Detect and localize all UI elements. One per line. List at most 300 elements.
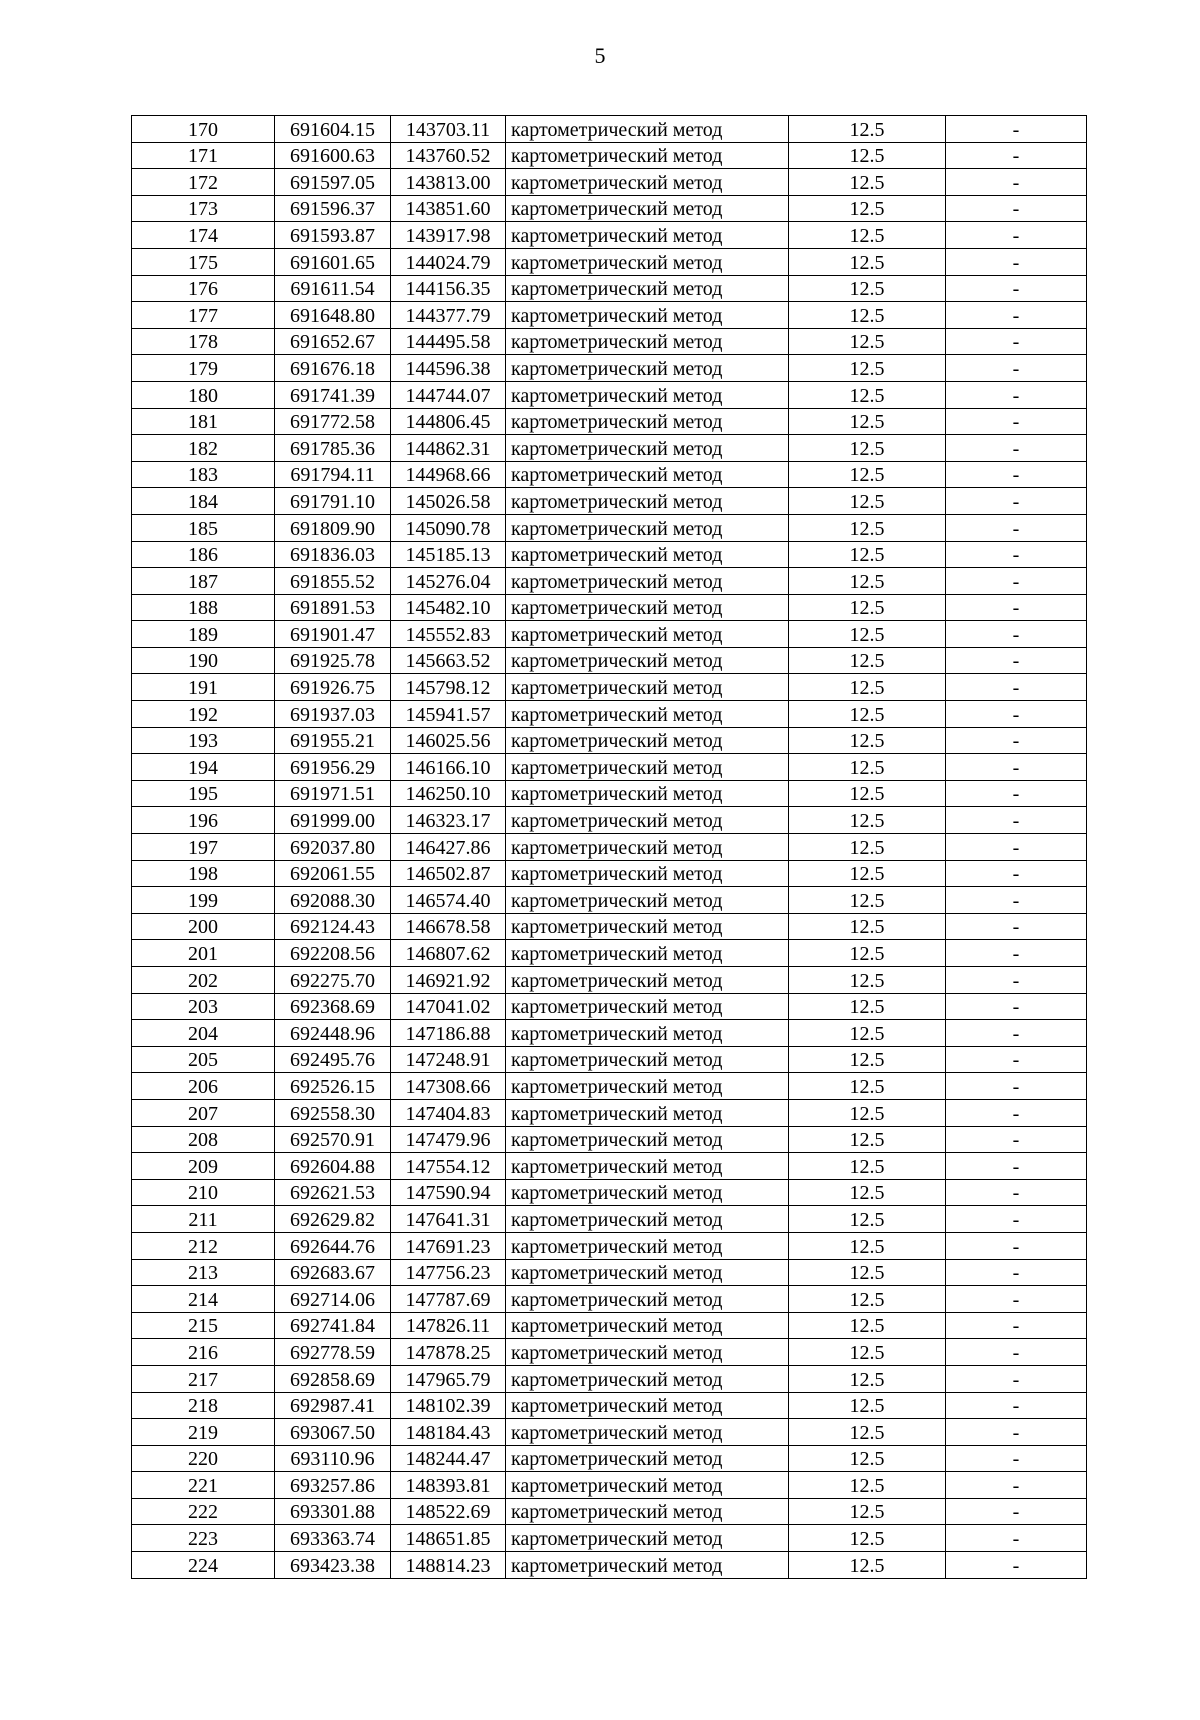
cell-coordinate-y: 145482.10 xyxy=(391,594,506,621)
cell-coordinate-x: 691772.58 xyxy=(275,408,391,435)
cell-point-number: 222 xyxy=(132,1498,275,1525)
cell-point-number: 176 xyxy=(132,275,275,302)
cell-dash: - xyxy=(946,1419,1087,1446)
cell-dash: - xyxy=(946,355,1087,382)
cell-method: картометрический метод xyxy=(506,1419,789,1446)
cell-coordinate-x: 691925.78 xyxy=(275,647,391,674)
cell-point-number: 172 xyxy=(132,169,275,196)
cell-point-number: 217 xyxy=(132,1365,275,1392)
cell-coordinate-x: 691901.47 xyxy=(275,621,391,648)
table-row xyxy=(132,541,1087,568)
cell-dash: - xyxy=(946,1206,1087,1233)
cell-coordinate-y: 148814.23 xyxy=(391,1552,506,1579)
cell-coordinate-x: 691611.54 xyxy=(275,275,391,302)
cell-precision: 12.5 xyxy=(789,1126,946,1153)
cell-precision: 12.5 xyxy=(789,701,946,728)
table-row xyxy=(132,1392,1087,1419)
cell-dash: - xyxy=(946,621,1087,648)
cell-dash: - xyxy=(946,860,1087,887)
cell-dash: - xyxy=(946,1339,1087,1366)
cell-method: картометрический метод xyxy=(506,887,789,914)
cell-point-number: 196 xyxy=(132,807,275,834)
cell-precision: 12.5 xyxy=(789,1286,946,1313)
cell-method: картометрический метод xyxy=(506,568,789,595)
cell-point-number: 177 xyxy=(132,302,275,329)
cell-method: картометрический метод xyxy=(506,1286,789,1313)
table-row xyxy=(132,594,1087,621)
cell-coordinate-y: 147691.23 xyxy=(391,1232,506,1259)
coordinates-table-body xyxy=(132,116,1087,1579)
cell-coordinate-y: 148102.39 xyxy=(391,1392,506,1419)
cell-precision: 12.5 xyxy=(789,594,946,621)
coordinates-table xyxy=(131,115,1087,1579)
cell-coordinate-y: 147404.83 xyxy=(391,1099,506,1126)
cell-method: картометрический метод xyxy=(506,461,789,488)
cell-coordinate-y: 146502.87 xyxy=(391,860,506,887)
cell-dash: - xyxy=(946,488,1087,515)
cell-dash: - xyxy=(946,940,1087,967)
cell-precision: 12.5 xyxy=(789,275,946,302)
table-row xyxy=(132,647,1087,674)
cell-precision: 12.5 xyxy=(789,1498,946,1525)
cell-precision: 12.5 xyxy=(789,461,946,488)
cell-method: картометрический метод xyxy=(506,302,789,329)
cell-coordinate-x: 691971.51 xyxy=(275,780,391,807)
cell-coordinate-x: 691926.75 xyxy=(275,674,391,701)
cell-point-number: 200 xyxy=(132,913,275,940)
cell-precision: 12.5 xyxy=(789,1179,946,1206)
cell-dash: - xyxy=(946,1046,1087,1073)
cell-method: картометрический метод xyxy=(506,1232,789,1259)
cell-method: картометрический метод xyxy=(506,169,789,196)
cell-point-number: 188 xyxy=(132,594,275,621)
cell-precision: 12.5 xyxy=(789,621,946,648)
cell-point-number: 221 xyxy=(132,1472,275,1499)
cell-point-number: 199 xyxy=(132,887,275,914)
cell-coordinate-x: 692629.82 xyxy=(275,1206,391,1233)
table-row xyxy=(132,701,1087,728)
cell-coordinate-y: 147878.25 xyxy=(391,1339,506,1366)
cell-precision: 12.5 xyxy=(789,195,946,222)
cell-point-number: 204 xyxy=(132,1020,275,1047)
cell-method: картометрический метод xyxy=(506,1472,789,1499)
cell-precision: 12.5 xyxy=(789,1046,946,1073)
cell-method: картометрический метод xyxy=(506,142,789,169)
cell-coordinate-x: 691956.29 xyxy=(275,754,391,781)
cell-precision: 12.5 xyxy=(789,488,946,515)
cell-precision: 12.5 xyxy=(789,142,946,169)
cell-point-number: 198 xyxy=(132,860,275,887)
cell-coordinate-x: 693110.96 xyxy=(275,1445,391,1472)
table-row xyxy=(132,1259,1087,1286)
cell-method: картометрический метод xyxy=(506,195,789,222)
cell-coordinate-x: 691597.05 xyxy=(275,169,391,196)
cell-point-number: 194 xyxy=(132,754,275,781)
cell-point-number: 190 xyxy=(132,647,275,674)
table-row xyxy=(132,1020,1087,1047)
cell-coordinate-x: 692368.69 xyxy=(275,993,391,1020)
cell-precision: 12.5 xyxy=(789,541,946,568)
cell-dash: - xyxy=(946,1552,1087,1579)
cell-coordinate-x: 692208.56 xyxy=(275,940,391,967)
cell-method: картометрический метод xyxy=(506,621,789,648)
cell-coordinate-y: 147756.23 xyxy=(391,1259,506,1286)
cell-method: картометрический метод xyxy=(506,1392,789,1419)
cell-coordinate-y: 146678.58 xyxy=(391,913,506,940)
cell-coordinate-x: 691785.36 xyxy=(275,435,391,462)
cell-method: картометрический метод xyxy=(506,701,789,728)
cell-method: картометрический метод xyxy=(506,355,789,382)
cell-coordinate-y: 143917.98 xyxy=(391,222,506,249)
cell-coordinate-x: 692621.53 xyxy=(275,1179,391,1206)
cell-point-number: 170 xyxy=(132,116,275,143)
cell-point-number: 179 xyxy=(132,355,275,382)
cell-precision: 12.5 xyxy=(789,727,946,754)
cell-coordinate-y: 145552.83 xyxy=(391,621,506,648)
cell-coordinate-y: 146323.17 xyxy=(391,807,506,834)
cell-coordinate-y: 147590.94 xyxy=(391,1179,506,1206)
table-row xyxy=(132,1472,1087,1499)
cell-point-number: 219 xyxy=(132,1419,275,1446)
cell-precision: 12.5 xyxy=(789,435,946,462)
cell-coordinate-x: 692448.96 xyxy=(275,1020,391,1047)
cell-method: картометрический метод xyxy=(506,727,789,754)
table-row xyxy=(132,514,1087,541)
cell-precision: 12.5 xyxy=(789,1206,946,1233)
cell-dash: - xyxy=(946,328,1087,355)
cell-coordinate-x: 691652.67 xyxy=(275,328,391,355)
table-row xyxy=(132,275,1087,302)
cell-coordinate-x: 691794.11 xyxy=(275,461,391,488)
cell-method: картометрический метод xyxy=(506,1259,789,1286)
cell-method: картометрический метод xyxy=(506,408,789,435)
cell-dash: - xyxy=(946,1312,1087,1339)
cell-point-number: 218 xyxy=(132,1392,275,1419)
cell-dash: - xyxy=(946,1126,1087,1153)
table-row xyxy=(132,860,1087,887)
cell-coordinate-y: 147479.96 xyxy=(391,1126,506,1153)
cell-precision: 12.5 xyxy=(789,568,946,595)
cell-coordinate-x: 691855.52 xyxy=(275,568,391,595)
cell-point-number: 213 xyxy=(132,1259,275,1286)
cell-coordinate-y: 148184.43 xyxy=(391,1419,506,1446)
cell-coordinate-x: 691809.90 xyxy=(275,514,391,541)
cell-coordinate-y: 145185.13 xyxy=(391,541,506,568)
cell-coordinate-x: 692714.06 xyxy=(275,1286,391,1313)
cell-coordinate-y: 146166.10 xyxy=(391,754,506,781)
table-row xyxy=(132,1099,1087,1126)
cell-dash: - xyxy=(946,1498,1087,1525)
cell-point-number: 208 xyxy=(132,1126,275,1153)
cell-dash: - xyxy=(946,834,1087,861)
cell-precision: 12.5 xyxy=(789,1472,946,1499)
cell-point-number: 210 xyxy=(132,1179,275,1206)
cell-precision: 12.5 xyxy=(789,887,946,914)
cell-precision: 12.5 xyxy=(789,1525,946,1552)
cell-coordinate-y: 144377.79 xyxy=(391,302,506,329)
cell-coordinate-y: 146574.40 xyxy=(391,887,506,914)
cell-method: картометрический метод xyxy=(506,1312,789,1339)
table-row xyxy=(132,116,1087,143)
cell-coordinate-y: 147248.91 xyxy=(391,1046,506,1073)
cell-point-number: 197 xyxy=(132,834,275,861)
cell-method: картометрический метод xyxy=(506,488,789,515)
cell-precision: 12.5 xyxy=(789,1392,946,1419)
cell-dash: - xyxy=(946,248,1087,275)
cell-coordinate-y: 146921.92 xyxy=(391,967,506,994)
cell-coordinate-x: 692644.76 xyxy=(275,1232,391,1259)
cell-precision: 12.5 xyxy=(789,169,946,196)
cell-method: картометрический метод xyxy=(506,1020,789,1047)
table-row xyxy=(132,1179,1087,1206)
cell-coordinate-y: 145798.12 xyxy=(391,674,506,701)
cell-coordinate-x: 692604.88 xyxy=(275,1153,391,1180)
cell-coordinate-y: 147787.69 xyxy=(391,1286,506,1313)
cell-dash: - xyxy=(946,807,1087,834)
cell-point-number: 174 xyxy=(132,222,275,249)
cell-coordinate-y: 147041.02 xyxy=(391,993,506,1020)
cell-dash: - xyxy=(946,302,1087,329)
cell-point-number: 223 xyxy=(132,1525,275,1552)
cell-coordinate-x: 692124.43 xyxy=(275,913,391,940)
cell-precision: 12.5 xyxy=(789,1020,946,1047)
table-row xyxy=(132,887,1087,914)
cell-coordinate-x: 692570.91 xyxy=(275,1126,391,1153)
cell-method: картометрический метод xyxy=(506,594,789,621)
cell-point-number: 202 xyxy=(132,967,275,994)
cell-coordinate-x: 692987.41 xyxy=(275,1392,391,1419)
cell-coordinate-y: 144806.45 xyxy=(391,408,506,435)
cell-precision: 12.5 xyxy=(789,860,946,887)
cell-dash: - xyxy=(946,1365,1087,1392)
cell-point-number: 185 xyxy=(132,514,275,541)
cell-method: картометрический метод xyxy=(506,381,789,408)
cell-coordinate-y: 147554.12 xyxy=(391,1153,506,1180)
cell-precision: 12.5 xyxy=(789,993,946,1020)
cell-dash: - xyxy=(946,222,1087,249)
cell-point-number: 181 xyxy=(132,408,275,435)
cell-dash: - xyxy=(946,1073,1087,1100)
cell-coordinate-y: 144596.38 xyxy=(391,355,506,382)
cell-coordinate-y: 144862.31 xyxy=(391,435,506,462)
cell-dash: - xyxy=(946,913,1087,940)
cell-dash: - xyxy=(946,727,1087,754)
cell-method: картометрический метод xyxy=(506,1153,789,1180)
table-row xyxy=(132,568,1087,595)
cell-precision: 12.5 xyxy=(789,222,946,249)
cell-point-number: 203 xyxy=(132,993,275,1020)
table-row xyxy=(132,302,1087,329)
cell-dash: - xyxy=(946,169,1087,196)
cell-point-number: 193 xyxy=(132,727,275,754)
table-row xyxy=(132,1365,1087,1392)
cell-coordinate-y: 146427.86 xyxy=(391,834,506,861)
cell-dash: - xyxy=(946,435,1087,462)
cell-method: картометрический метод xyxy=(506,1046,789,1073)
cell-dash: - xyxy=(946,381,1087,408)
cell-coordinate-y: 147641.31 xyxy=(391,1206,506,1233)
cell-coordinate-y: 143851.60 xyxy=(391,195,506,222)
cell-coordinate-x: 691741.39 xyxy=(275,381,391,408)
cell-dash: - xyxy=(946,568,1087,595)
cell-coordinate-x: 693257.86 xyxy=(275,1472,391,1499)
cell-dash: - xyxy=(946,1392,1087,1419)
cell-dash: - xyxy=(946,887,1087,914)
cell-precision: 12.5 xyxy=(789,302,946,329)
table-row xyxy=(132,1419,1087,1446)
cell-precision: 12.5 xyxy=(789,1445,946,1472)
cell-coordinate-x: 692558.30 xyxy=(275,1099,391,1126)
table-row xyxy=(132,248,1087,275)
cell-precision: 12.5 xyxy=(789,780,946,807)
cell-coordinate-x: 692495.76 xyxy=(275,1046,391,1073)
cell-coordinate-y: 148393.81 xyxy=(391,1472,506,1499)
table-row xyxy=(132,913,1087,940)
cell-coordinate-y: 145663.52 xyxy=(391,647,506,674)
table-row xyxy=(132,834,1087,861)
cell-precision: 12.5 xyxy=(789,408,946,435)
cell-dash: - xyxy=(946,275,1087,302)
cell-coordinate-y: 144024.79 xyxy=(391,248,506,275)
cell-dash: - xyxy=(946,1179,1087,1206)
cell-precision: 12.5 xyxy=(789,1232,946,1259)
table-row xyxy=(132,1286,1087,1313)
cell-coordinate-x: 693363.74 xyxy=(275,1525,391,1552)
cell-coordinate-y: 146250.10 xyxy=(391,780,506,807)
cell-dash: - xyxy=(946,1020,1087,1047)
cell-method: картометрический метод xyxy=(506,1206,789,1233)
table-row xyxy=(132,1445,1087,1472)
cell-coordinate-y: 144156.35 xyxy=(391,275,506,302)
table-row xyxy=(132,1498,1087,1525)
cell-point-number: 216 xyxy=(132,1339,275,1366)
cell-dash: - xyxy=(946,514,1087,541)
cell-method: картометрический метод xyxy=(506,993,789,1020)
cell-coordinate-y: 148651.85 xyxy=(391,1525,506,1552)
table-row xyxy=(132,1153,1087,1180)
cell-point-number: 191 xyxy=(132,674,275,701)
cell-dash: - xyxy=(946,541,1087,568)
cell-precision: 12.5 xyxy=(789,1419,946,1446)
cell-point-number: 224 xyxy=(132,1552,275,1579)
table-row xyxy=(132,727,1087,754)
cell-method: картометрический метод xyxy=(506,1179,789,1206)
table-row xyxy=(132,381,1087,408)
cell-method: картометрический метод xyxy=(506,807,789,834)
cell-coordinate-y: 144495.58 xyxy=(391,328,506,355)
table-row xyxy=(132,1312,1087,1339)
cell-point-number: 207 xyxy=(132,1099,275,1126)
cell-dash: - xyxy=(946,967,1087,994)
cell-method: картометрический метод xyxy=(506,860,789,887)
cell-coordinate-x: 691891.53 xyxy=(275,594,391,621)
cell-method: картометрический метод xyxy=(506,780,789,807)
cell-method: картометрический метод xyxy=(506,1552,789,1579)
cell-dash: - xyxy=(946,780,1087,807)
cell-point-number: 206 xyxy=(132,1073,275,1100)
cell-point-number: 220 xyxy=(132,1445,275,1472)
cell-method: картометрический метод xyxy=(506,834,789,861)
cell-coordinate-x: 691604.15 xyxy=(275,116,391,143)
cell-coordinate-y: 147308.66 xyxy=(391,1073,506,1100)
cell-dash: - xyxy=(946,674,1087,701)
cell-precision: 12.5 xyxy=(789,1153,946,1180)
table-row xyxy=(132,222,1087,249)
cell-point-number: 183 xyxy=(132,461,275,488)
cell-method: картометрический метод xyxy=(506,435,789,462)
cell-coordinate-x: 691596.37 xyxy=(275,195,391,222)
cell-precision: 12.5 xyxy=(789,1365,946,1392)
cell-coordinate-y: 147186.88 xyxy=(391,1020,506,1047)
cell-coordinate-x: 691600.63 xyxy=(275,142,391,169)
cell-precision: 12.5 xyxy=(789,647,946,674)
cell-dash: - xyxy=(946,1259,1087,1286)
cell-point-number: 211 xyxy=(132,1206,275,1233)
cell-dash: - xyxy=(946,1445,1087,1472)
cell-precision: 12.5 xyxy=(789,381,946,408)
cell-coordinate-x: 691836.03 xyxy=(275,541,391,568)
cell-precision: 12.5 xyxy=(789,1339,946,1366)
cell-coordinate-x: 693067.50 xyxy=(275,1419,391,1446)
cell-point-number: 173 xyxy=(132,195,275,222)
cell-method: картометрический метод xyxy=(506,1339,789,1366)
cell-method: картометрический метод xyxy=(506,222,789,249)
cell-method: картометрический метод xyxy=(506,647,789,674)
cell-coordinate-y: 146807.62 xyxy=(391,940,506,967)
cell-point-number: 180 xyxy=(132,381,275,408)
cell-point-number: 212 xyxy=(132,1232,275,1259)
cell-dash: - xyxy=(946,594,1087,621)
cell-coordinate-x: 692741.84 xyxy=(275,1312,391,1339)
table-row xyxy=(132,195,1087,222)
cell-coordinate-y: 145090.78 xyxy=(391,514,506,541)
cell-point-number: 195 xyxy=(132,780,275,807)
cell-dash: - xyxy=(946,754,1087,781)
cell-point-number: 171 xyxy=(132,142,275,169)
table-row xyxy=(132,169,1087,196)
cell-method: картометрический метод xyxy=(506,1445,789,1472)
cell-dash: - xyxy=(946,195,1087,222)
table-row xyxy=(132,355,1087,382)
cell-precision: 12.5 xyxy=(789,1073,946,1100)
cell-coordinate-x: 692858.69 xyxy=(275,1365,391,1392)
page-number: 5 xyxy=(594,43,606,68)
cell-point-number: 215 xyxy=(132,1312,275,1339)
cell-coordinate-x: 691791.10 xyxy=(275,488,391,515)
table-row xyxy=(132,488,1087,515)
cell-coordinate-x: 692778.59 xyxy=(275,1339,391,1366)
cell-method: картометрический метод xyxy=(506,248,789,275)
cell-dash: - xyxy=(946,461,1087,488)
cell-method: картометрический метод xyxy=(506,940,789,967)
cell-coordinate-y: 147965.79 xyxy=(391,1365,506,1392)
cell-method: картометрический метод xyxy=(506,1073,789,1100)
table-row xyxy=(132,1232,1087,1259)
cell-coordinate-x: 692275.70 xyxy=(275,967,391,994)
cell-precision: 12.5 xyxy=(789,355,946,382)
cell-dash: - xyxy=(946,1286,1087,1313)
cell-precision: 12.5 xyxy=(789,967,946,994)
table-row xyxy=(132,967,1087,994)
cell-precision: 12.5 xyxy=(789,940,946,967)
cell-method: картометрический метод xyxy=(506,913,789,940)
cell-coordinate-x: 692683.67 xyxy=(275,1259,391,1286)
cell-point-number: 182 xyxy=(132,435,275,462)
cell-coordinate-x: 692088.30 xyxy=(275,887,391,914)
cell-coordinate-x: 693423.38 xyxy=(275,1552,391,1579)
cell-dash: - xyxy=(946,701,1087,728)
cell-coordinate-y: 148522.69 xyxy=(391,1498,506,1525)
